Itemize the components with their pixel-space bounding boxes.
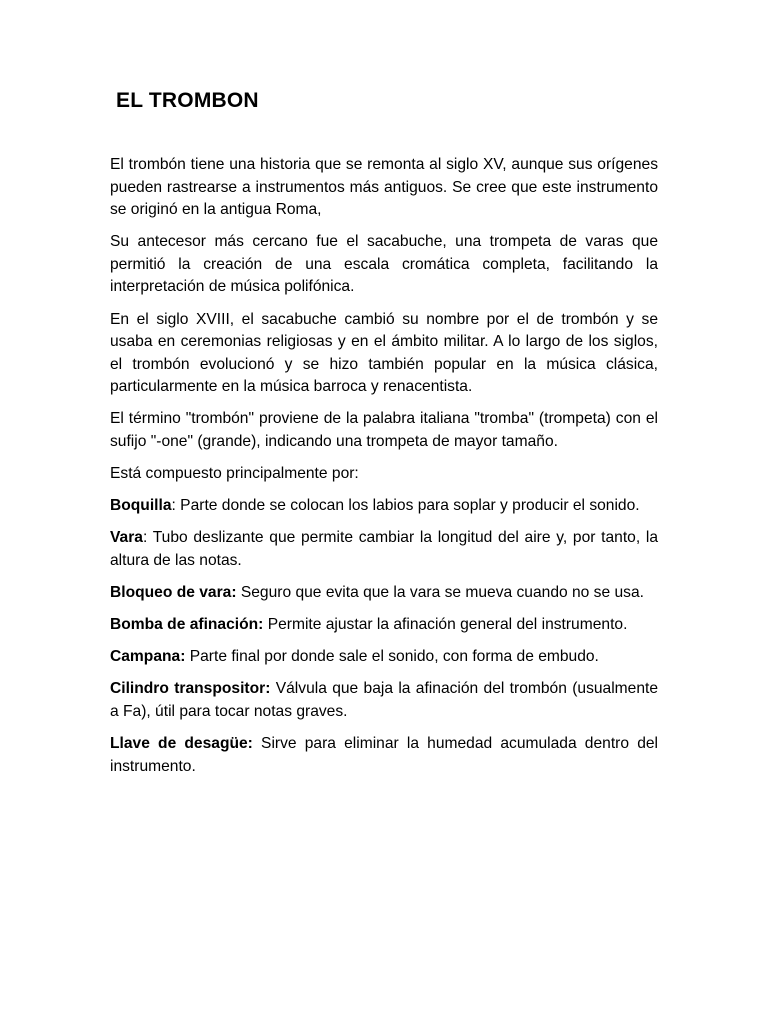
composition-intro: Está compuesto principalmente por:	[110, 465, 359, 483]
history-paragraph: El trombón tiene una historia que se remonta al siglo XV, aunque sus orígenes pueden rastrearse a instrumentos más antiguos. Se cree que este instrumento se originó en la antigua Roma,	[110, 156, 658, 219]
part-item-boquilla	[110, 495, 658, 518]
part-description: : Parte donde se colocan los labios para soplar y producir el sonido.	[171, 497, 640, 515]
part-description: Seguro que evita que la vara se mueva cuando no se usa.	[236, 584, 644, 601]
part-term: Bomba de afinación:	[110, 616, 264, 634]
part-term: Cilindro transpositor:	[110, 680, 271, 698]
part-item-bomba-de-afinacion	[110, 614, 658, 637]
part-item-campana	[110, 646, 658, 669]
part-description: Sirve para eliminar la humedad acumulada dentro del instrumento.	[110, 734, 659, 775]
evolution-paragraph: En el siglo XVIII, el sacabuche cambió su nombre por el de trombón y se usaba en ceremonias religiosas y en el ámbito militar. A lo largo de los siglos, el trombón evolucionó y se hizo también popular en la música clásica, particularmente en la música barroca y renacentista.	[110, 310, 658, 396]
part-description: Permite ajustar la afinación general del instrumento.	[263, 616, 628, 634]
part-term: Campana:	[110, 648, 186, 666]
part-term: Llave de desagüe:	[110, 734, 253, 752]
predecessor-paragraph: Su antecesor más cercano fue el sacabuche, una trompeta de varas que permitió la creación de una escala cromática completa, facilitando la interpretación de música polifónica.	[110, 233, 658, 296]
document-body	[110, 154, 658, 788]
part-description: : Tubo deslizante que permite cambiar la longitud del aire y, por tanto, la altura de las notas.	[110, 529, 658, 569]
part-term: Bloqueo de vara:	[110, 584, 237, 601]
part-description: Parte final por donde sale el sonido, con forma de embudo.	[185, 648, 599, 666]
part-item-llave-de-desague	[110, 733, 658, 778]
part-term: Boquilla	[110, 497, 172, 515]
part-item-vara	[110, 527, 658, 572]
part-item-cilindro-transpositor	[110, 678, 658, 723]
part-description: Válvula que baja la afinación del trombón (usualmente a Fa), útil para tocar notas graves.	[110, 680, 659, 720]
part-item-bloqueo-de-vara	[110, 582, 658, 605]
etymology-paragraph: El término "trombón" proviene de la palabra italiana "tromba" (trompeta) con el sufijo "-one" (grande), indicando una trompeta de mayor tamaño.	[110, 410, 658, 451]
document-title: EL TROMBON	[116, 89, 259, 112]
part-term: Vara	[110, 529, 143, 547]
